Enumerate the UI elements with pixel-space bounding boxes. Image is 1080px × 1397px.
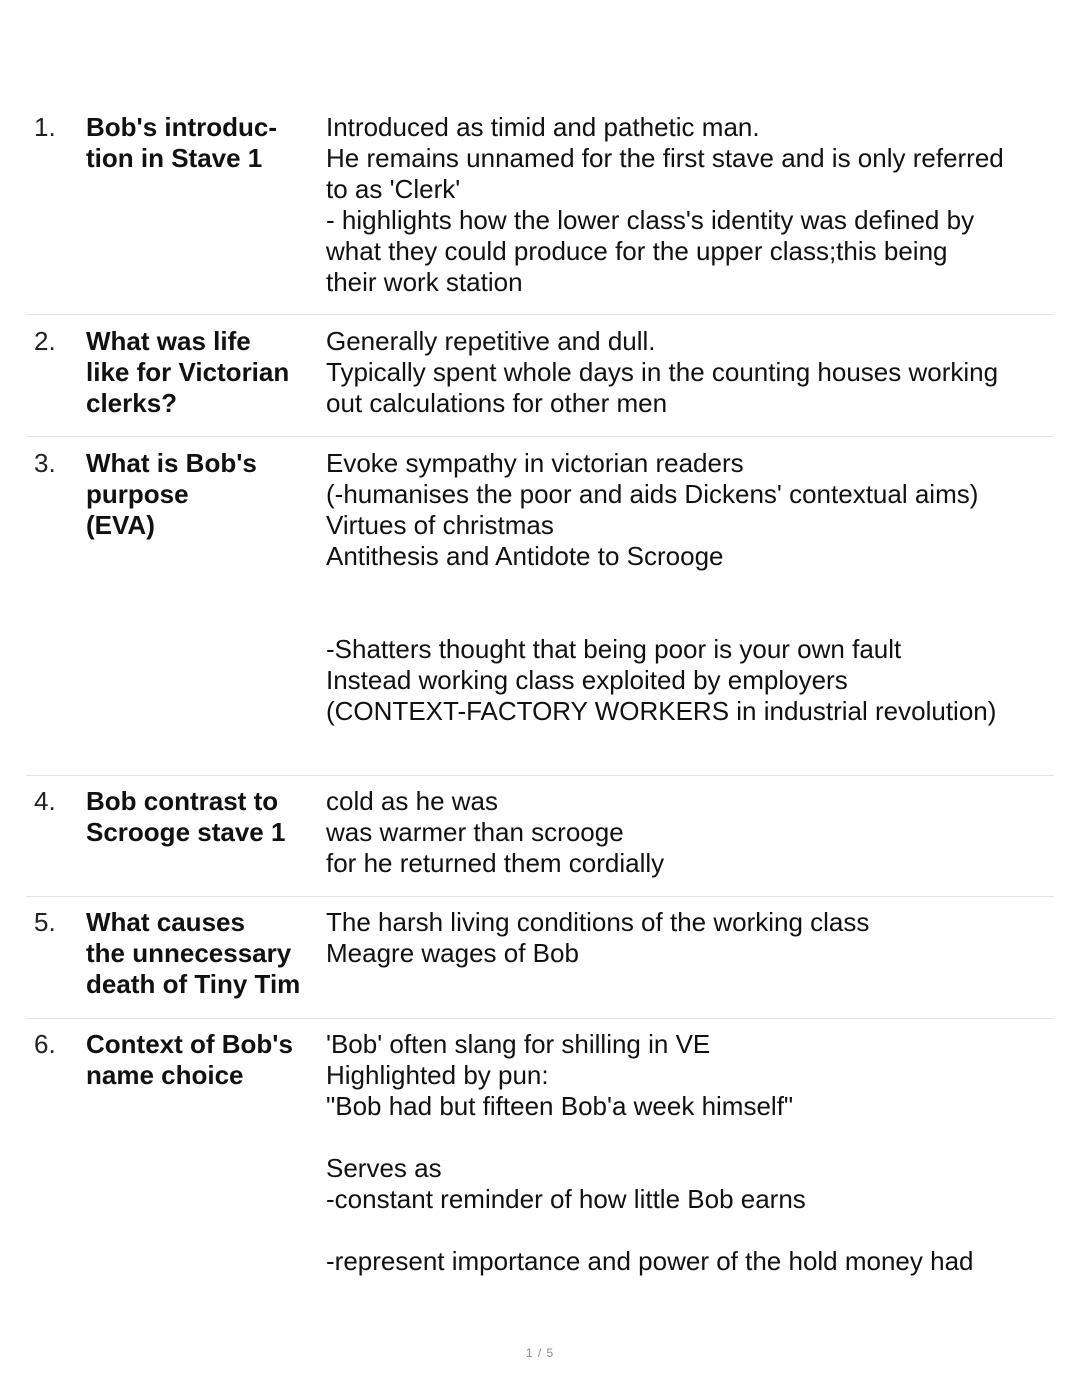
- question-line: Context of Bob's: [86, 1029, 293, 1059]
- card-answer: [326, 448, 1046, 727]
- card-number: 1.: [34, 112, 56, 142]
- question-line: What causes: [86, 907, 245, 937]
- answer-line: -Shatters thought that being poor is your own fault: [326, 634, 902, 664]
- answer-line: Virtues of christmas: [326, 510, 554, 540]
- answer-line: He remains unnamed for the first stave and is only referred: [326, 143, 1004, 173]
- question-line: clerks?: [86, 388, 178, 418]
- card-answer: [326, 112, 1046, 298]
- card-question: [86, 448, 318, 541]
- question-line: tion in Stave 1: [86, 143, 263, 173]
- answer-line: (CONTEXT-FACTORY WORKERS in industrial revolution): [326, 696, 997, 726]
- answer-line: for he returned them cordially: [326, 848, 665, 878]
- answer-line: out calculations for other men: [326, 388, 668, 418]
- card-question: [86, 786, 318, 848]
- card-question: [86, 326, 318, 419]
- answer-line: was warmer than scrooge: [326, 817, 624, 847]
- question-line: death of Tiny Tim: [86, 969, 301, 999]
- card-question: [86, 1029, 318, 1091]
- question-line: Scrooge stave 1: [86, 817, 286, 847]
- question-line: the unnecessary: [86, 938, 292, 968]
- answer-line: 'Bob' often slang for shilling in VE: [326, 1029, 711, 1059]
- card-answer: [326, 786, 1046, 879]
- answer-line: Introduced as timid and pathetic man.: [326, 112, 760, 142]
- answer-line: Instead working class exploited by employers: [326, 665, 848, 695]
- card-number: 5.: [34, 907, 56, 937]
- card-divider: [26, 314, 1054, 315]
- answer-line: Serves as: [326, 1153, 442, 1183]
- answer-line: - highlights how the lower class's identity was defined by: [326, 205, 975, 235]
- card-number: 4.: [34, 786, 56, 816]
- card-number: 2.: [34, 326, 56, 356]
- card-number: 3.: [34, 448, 56, 478]
- answer-line: -constant reminder of how little Bob earns: [326, 1184, 806, 1214]
- card-question: [86, 112, 318, 174]
- answer-spacer: [326, 572, 1046, 634]
- question-line: What is Bob's: [86, 448, 257, 478]
- card-divider: [26, 1018, 1054, 1019]
- question-line: like for Victorian: [86, 357, 290, 387]
- answer-line: (-humanises the poor and aids Dickens' contextual aims): [326, 479, 979, 509]
- card-number: 6.: [34, 1029, 56, 1059]
- question-line: (EVA): [86, 510, 155, 540]
- card-divider: [26, 775, 1054, 776]
- answer-line: Meagre wages of Bob: [326, 938, 579, 968]
- answer-line: Antithesis and Antidote to Scrooge: [326, 541, 724, 571]
- question-line: Bob contrast to: [86, 786, 279, 816]
- answer-line: Typically spent whole days in the counting houses working: [326, 357, 999, 387]
- answer-line: -represent importance and power of the hold money had: [326, 1246, 974, 1276]
- question-line: name choice: [86, 1060, 244, 1090]
- answer-line: The harsh living conditions of the working class: [326, 907, 870, 937]
- answer-line: Generally repetitive and dull.: [326, 326, 656, 356]
- answer-spacer: [326, 1215, 1046, 1246]
- card-answer: [326, 1029, 1046, 1277]
- question-line: Bob's introduc-: [86, 112, 278, 142]
- question-line: purpose: [86, 479, 189, 509]
- answer-line: what they could produce for the upper class;this being: [326, 236, 948, 266]
- answer-line: their work station: [326, 267, 523, 297]
- card-divider: [26, 436, 1054, 437]
- card-answer: [326, 907, 1046, 969]
- answer-line: cold as he was: [326, 786, 498, 816]
- question-line: What was life: [86, 326, 251, 356]
- answer-line: Highlighted by pun:: [326, 1060, 549, 1090]
- page-indicator: 1 / 5: [525, 1346, 555, 1360]
- answer-line: "Bob had but fifteen Bob'a week himself": [326, 1091, 794, 1121]
- answer-spacer: [326, 1122, 1046, 1153]
- card-question: [86, 907, 318, 1000]
- answer-line: Evoke sympathy in victorian readers: [326, 448, 744, 478]
- card-divider: [26, 896, 1054, 897]
- card-answer: [326, 326, 1046, 419]
- answer-line: to as 'Clerk': [326, 174, 461, 204]
